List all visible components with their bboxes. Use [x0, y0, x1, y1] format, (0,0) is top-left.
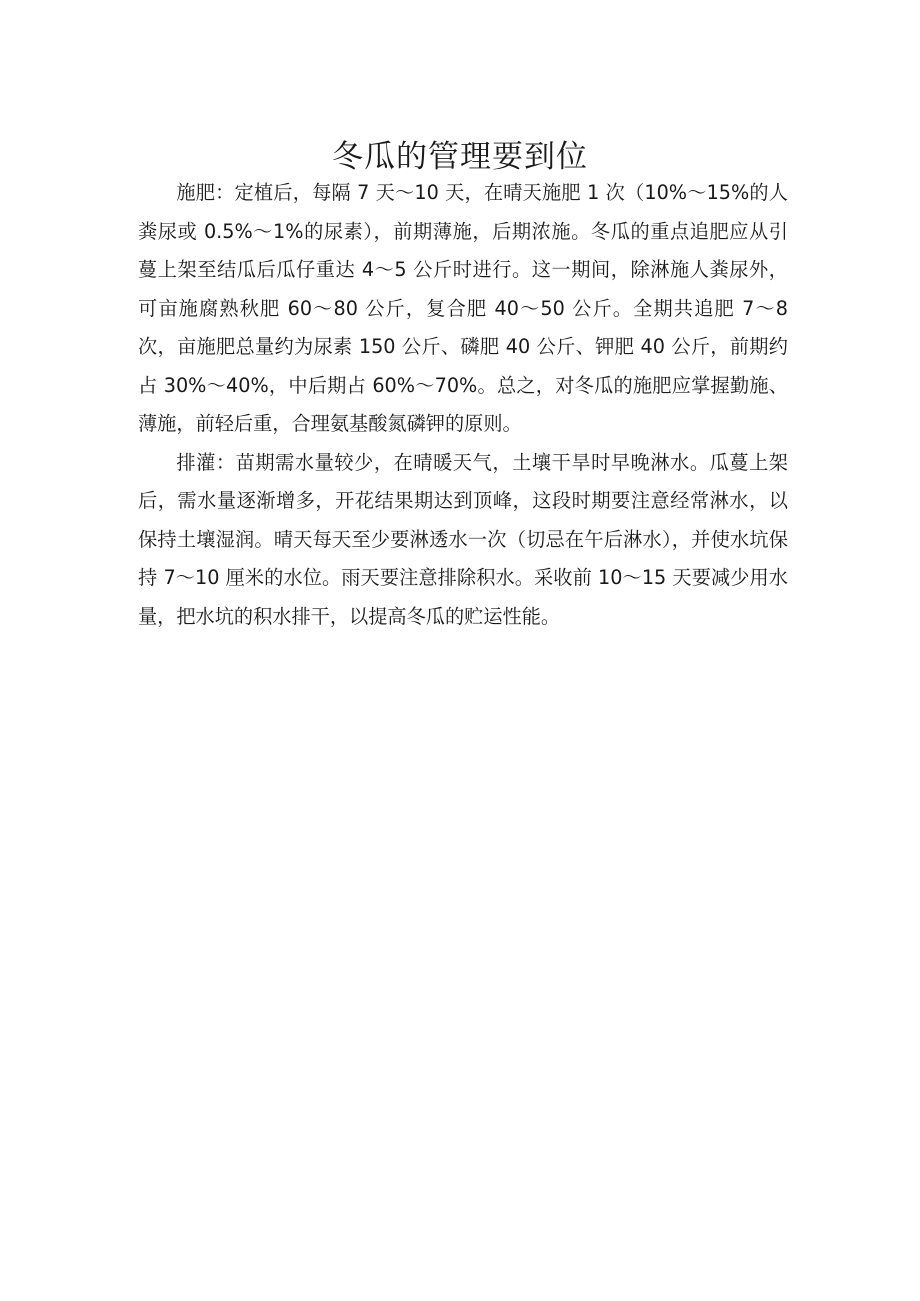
document-title: 冬瓜的管理要到位	[332, 138, 588, 175]
paragraph-irrigation: 排灌：苗期需水量较少，在晴暖天气，土壤干旱时早晚淋水。瓜蔓上架后，需水量逐渐增多，开花结果期达到顶峰，这段时期要注意经常淋水，以保持土壤湿润。晴天每天至少要淋透水一次（切忌在午后淋水），并使水坑保持 7～10 厘米的水位。雨天要注意排除积水。采收前 10～15 天要减少用水量，把水坑的积水排干，以提高冬瓜的贮运性能。	[138, 450, 788, 628]
paragraph-fertilization: 施肥：定植后，每隔 7 天～10 天，在晴天施肥 1 次（10%～15%的人粪尿或 0.5%～1%的尿素），前期薄施，后期浓施。冬瓜的重点追肥应从引蔓上架至结瓜后瓜仔重达 4～5 公斤时进行。这一期间，除淋施人粪尿外，可亩施腐熟秋肥 60～80 公斤，复合肥 40～50 公斤。全期共追肥 7～8 次，亩施肥总量约为尿素 150 公斤、磷肥 40 公斤、钾肥 40 公斤，前期约占 30%～40%，中后期占 60%～70%。总之，对冬瓜的施肥应掌握勤施、薄施，前轻后重，合理氨基酸氮磷钾的原则。	[138, 181, 788, 435]
document-body	[138, 174, 788, 636]
